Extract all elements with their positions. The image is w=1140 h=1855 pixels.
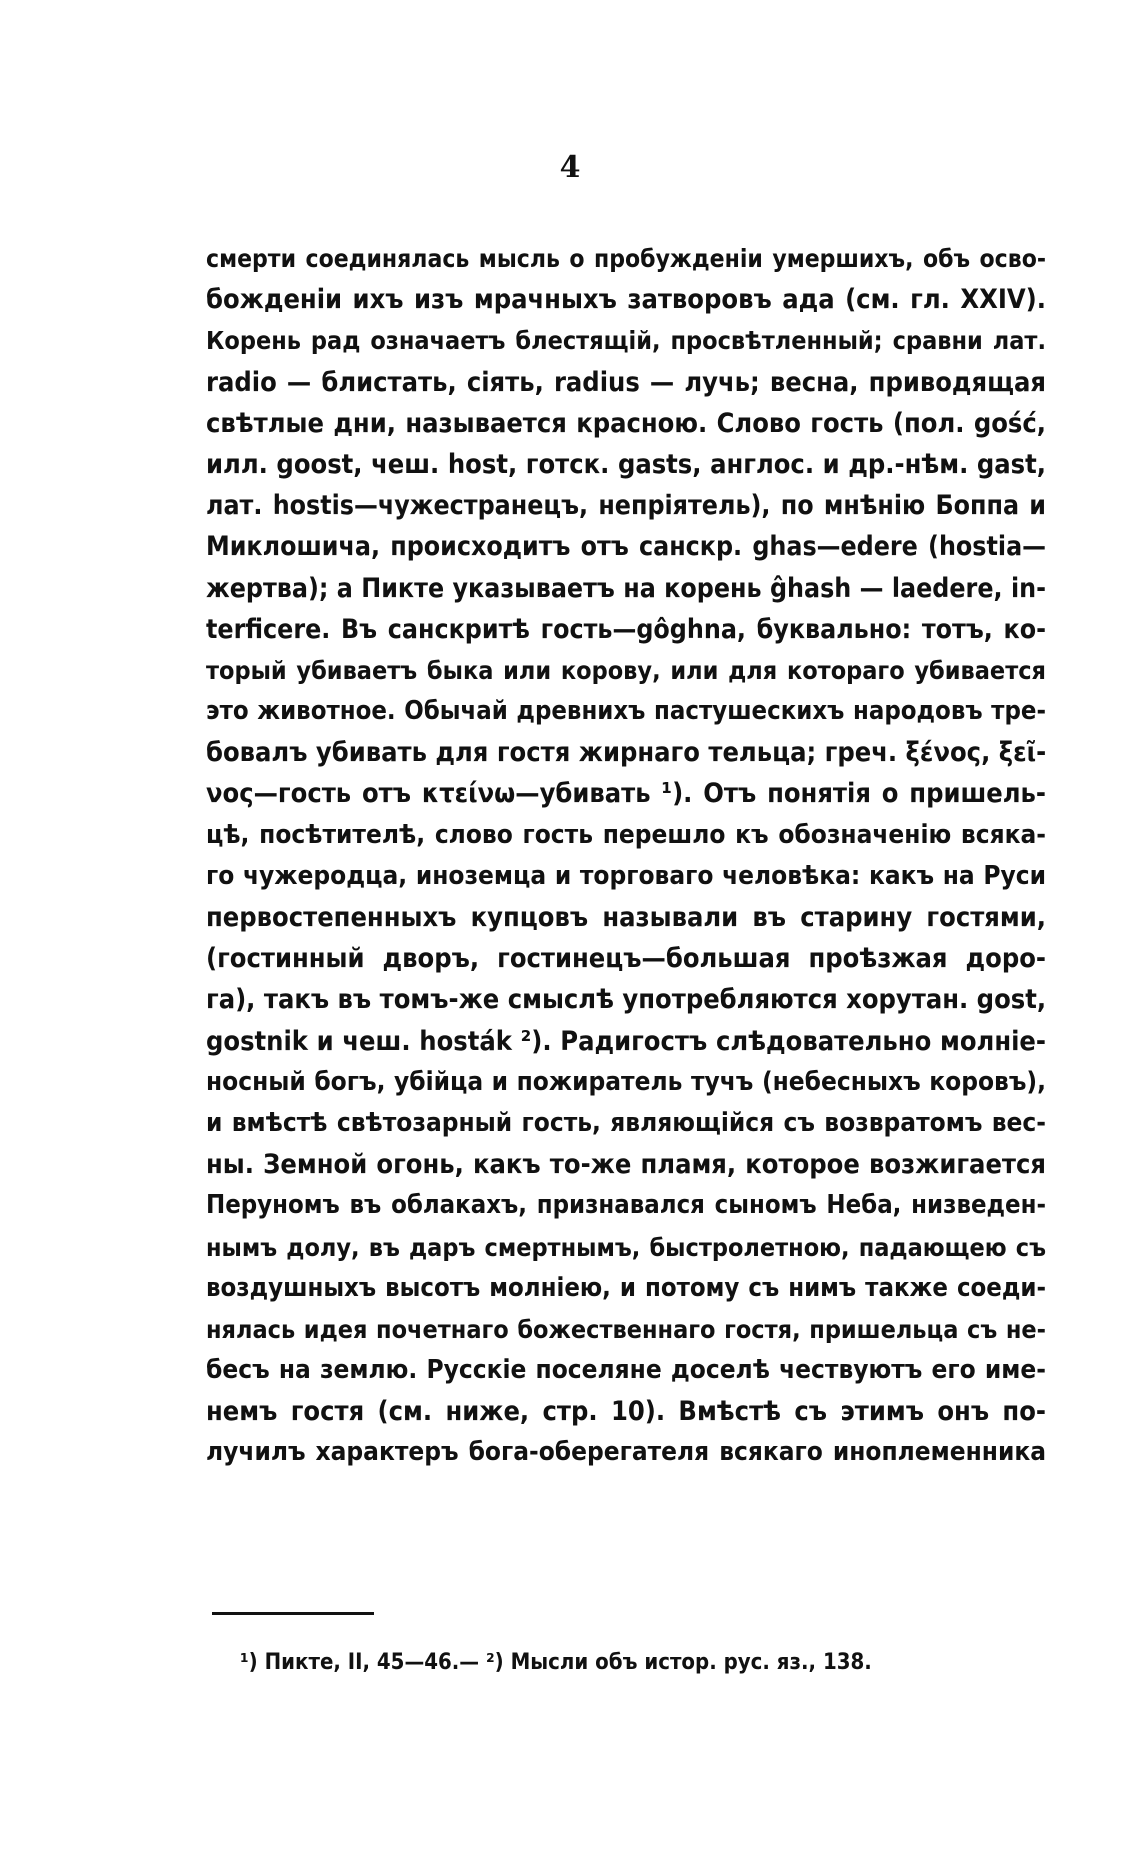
text-line: и вмѣстѣ свѣтозарный гость, являющійся съ возвратомъ вес- bbox=[206, 1107, 1046, 1138]
text-line: radio — блистать, сіять, radius — лучь; весна, приводящая bbox=[206, 366, 1046, 398]
text-line: лучилъ характеръ бога-оберегателя всякаго иноплеменника bbox=[206, 1437, 1046, 1468]
text-line: бесъ на землю. Русскіе поселяне доселѣ чествуютъ его име- bbox=[206, 1355, 1046, 1386]
text-line: первостепенныхъ купцовъ называли въ старину гостями, bbox=[206, 902, 1046, 933]
text-line: Перуномъ въ облакахъ, признавался сыномъ Неба, низведен- bbox=[206, 1190, 1046, 1221]
text-line: (гостинный дворъ, гостинецъ—большая проѣзжая доро- bbox=[206, 943, 1046, 975]
text-line: нялась идея почетнаго божественнаго гостя, пришельца съ не- bbox=[206, 1314, 1046, 1344]
text-line: нымъ долу, въ даръ смертнымъ, быстролетною, падающею съ bbox=[206, 1232, 1046, 1262]
text-line: ны. Земной огонь, какъ то-же пламя, которое возжигается bbox=[206, 1149, 1046, 1181]
text-line: Корень рад означаетъ блестящій, просвѣтленный; сравни лат. bbox=[206, 326, 1046, 356]
body-text bbox=[206, 238, 1046, 1474]
text-line: νος—гость отъ κτείνω—убивать ¹). Отъ понятія о пришель- bbox=[206, 778, 1046, 810]
page-number: 4 bbox=[559, 150, 581, 185]
text-line: га), такъ въ томъ-же смыслѣ употребляются хорутан. gost, bbox=[206, 984, 1046, 1016]
text-line: божденіи ихъ изъ мрачныхъ затворовъ ада (см. гл. XXIV). bbox=[206, 284, 1046, 316]
text-line: Миклошича, происходитъ отъ санскр. ghas—edere (hostia— bbox=[206, 531, 1046, 563]
text-line: торый убиваетъ быка или корову, или для котораго убивается bbox=[206, 655, 1046, 685]
text-line: gostnik и чеш. hosták ²). Радигостъ слѣдовательно молніе- bbox=[206, 1025, 1046, 1057]
text-line: цѣ, посѣтителѣ, слово гость перешло къ обозначенію всяка- bbox=[206, 819, 1046, 850]
text-line: свѣтлые дни, называется красною. Слово гость (пол. gość, bbox=[206, 407, 1046, 439]
text-line: это животное. Обычай древнихъ пастушескихъ народовъ тре- bbox=[206, 696, 1046, 727]
footnote-divider bbox=[212, 1612, 374, 1615]
text-line: го чужеродца, иноземца и торговаго человѣка: какъ на Руси bbox=[206, 860, 1046, 891]
text-line: лат. hostis—чужестранецъ, непріятель), по мнѣнію Боппа и bbox=[206, 490, 1046, 522]
text-line: воздушныхъ высотъ молніею, и потому съ нимъ также соеди- bbox=[206, 1272, 1046, 1303]
text-line: жертва); а Пикте указываетъ на корень ĝhash — laedere, in- bbox=[206, 572, 1046, 604]
text-line: смерти соединялась мысль о пробужденіи умершихъ, объ осво- bbox=[206, 244, 1046, 273]
text-line: бовалъ убивать для гостя жирнаго тельца; греч. ξένος, ξεῖ- bbox=[206, 737, 1046, 769]
text-line: носный богъ, убійца и пожиратель тучъ (небесныхъ коровъ), bbox=[206, 1066, 1046, 1097]
text-line: илл. goost, чеш. host, готск. gasts, англос. и др.-нѣм. gast, bbox=[206, 448, 1046, 480]
text-line: terficere. Въ санскритѣ гость—gôghna, буквально: тотъ, ко- bbox=[206, 613, 1046, 645]
text-line: немъ гостя (см. ниже, стр. 10). Вмѣстѣ съ этимъ онъ по- bbox=[206, 1396, 1046, 1428]
footnotes: ¹) Пикте, II, 45—46.— ²) Мысли объ истор. рус. яз., 138. bbox=[240, 1650, 872, 1675]
